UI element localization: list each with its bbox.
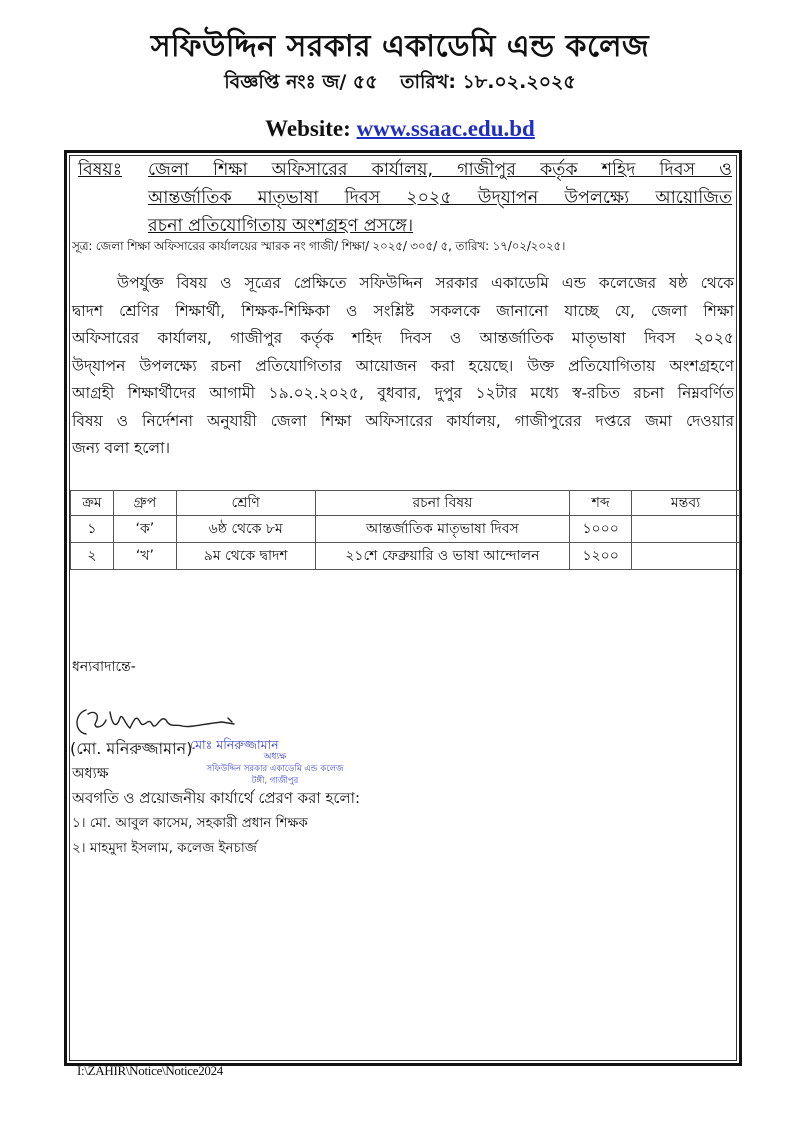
closing-thanks: ধন্যবাদান্তে- [72,659,136,675]
body-line: উপর্যুক্ত বিষয় ও সূত্রের প্রেক্ষিতে সফিউদ্দিন সরকার একাডেমি এন্ড কলেজের ষষ্ঠ থেকে [117,274,734,292]
cell-group: ‘ক’ [113,516,176,543]
institution-name: সফিউদ্দিন সরকার একাডেমি এন্ড কলেজ [150,29,650,64]
body-line: জন্য বলা হলো। [72,439,171,457]
copy-recipient: ১। মো. আবুল কাসেম, সহকারী প্রধান শিক্ষক [72,815,308,831]
header-class: শ্রেণি [176,491,315,516]
body-line: অফিসারের কার্যালয়, গাজীপুর কর্তৃক শহিদ দিবস ও আন্তর্জাতিক মাতৃভাষা দিবস ২০২৫ [72,329,734,347]
cell-class: ৬ষ্ঠ থেকে ৮ম [176,516,315,543]
body-line: আগ্রহী শিক্ষার্থীদের আগামী ১৯.০২.২০২৫, বুধবার, দুপুর ১২টার মধ্যে স্ব-রচিত রচনা নিম্নবর্ণিত [72,384,734,402]
subject-line: জেলা শিক্ষা অফিসারের কার্যালয়, গাজীপুর কর্তৃক শহিদ দিবস ও [148,160,732,180]
header-words: শব্দ [570,491,632,516]
header-remarks: মন্তব্য [632,491,740,516]
notice-date: তারিখ: ১৮.০২.২০২৫ [400,71,576,93]
cell-group: ‘খ’ [113,543,176,570]
table-row [71,543,740,570]
stamp-institution: সফিউদ্দিন সরকার একাডেমি এন্ড কলেজ [206,764,344,774]
header-group: গ্রুপ [113,491,176,516]
website-label: Website: [265,116,351,141]
body-line: বিষয় ও নির্দেশনা অনুযায়ী জেলা শিক্ষা অফিসারের কার্যালয়, গাজীপুরের দপ্তরে জমা দেওয়ার [72,411,734,430]
stamp-location: টঙ্গী, গাজীপুর [251,776,299,786]
subject-label: বিষয়ঃ [78,160,123,180]
header-topic: রচনা বিষয় [315,491,570,516]
signature [72,700,262,740]
notice-info [0,68,800,100]
table-header-row [71,491,740,516]
table-row [71,516,740,543]
signatory-name: (মো. মনিরুজ্জামান) [70,739,193,758]
website-link[interactable]: www.ssaac.edu.bd [356,116,535,141]
cell-words: ১২০০ [570,543,632,570]
cell-remarks [632,543,740,570]
copy-heading: অবগতি ও প্রয়োজনীয় কার্যার্থে প্রেরণ করা হলো: [72,789,361,807]
notice-number: বিজ্ঞপ্তি নংঃ জ/ ৫৫ [224,71,378,93]
cell-topic: আন্তর্জাতিক মাতৃভাষা দিবস [315,516,570,543]
body-line: উদ্‌যাপন উপলক্ষ্যে রচনা প্রতিযোগিতার আয়োজন করা হয়েছে। উক্ত প্রতিযোগিতায় অংশগ্রহণে [72,356,734,375]
file-path: I:\ZAHIR\Notice\Notice2024 [77,1063,223,1078]
official-stamp [190,739,360,787]
cell-words: ১০০০ [570,516,632,543]
cell-serial: ২ [71,543,114,570]
reference-line: সূত্র: জেলা শিক্ষা অফিসারের কার্যালয়ের স্মারক নং গাজী/ শিক্ষা/ ২০২৫/ ৩০৫/ ৫, তারিখ: ১৭/০২/২০২৫। [72,239,566,253]
cell-serial: ১ [71,516,114,543]
stamp-name: মোঃ মনিরুজ্জামান [190,737,279,752]
cell-class: ৯ম থেকে দ্বাদশ [176,543,315,570]
stamp-designation: অধ্যক্ষ [263,752,287,762]
subject-line: রচনা প্রতিযোগিতায় অংশগ্রহণ প্রসঙ্গে। [148,216,414,236]
copy-recipient: ২। মাহমুদা ইসলাম, কলেজ ইনচার্জ [72,840,257,856]
essay-table [70,490,740,570]
body-paragraph [72,270,734,463]
signatory-designation: অধ্যক্ষ [72,766,109,782]
website-line [0,116,800,142]
body-line: দ্বাদশ শ্রেণির শিক্ষার্থী, শিক্ষক-শিক্ষিকা ও সংশ্লিষ্ট সকলকে জানানো যাচ্ছে যে, জেলা শিক্ষা [72,301,734,320]
cell-topic: ২১শে ফেব্রুয়ারি ও ভাষা আন্দোলন [315,543,570,570]
header-serial: ক্রম [71,491,114,516]
subject-line: আন্তর্জাতিক মাতৃভাষা দিবস ২০২৫ উদ্‌যাপন উপলক্ষ্যে আয়োজিত [148,188,732,208]
cell-remarks [632,516,740,543]
